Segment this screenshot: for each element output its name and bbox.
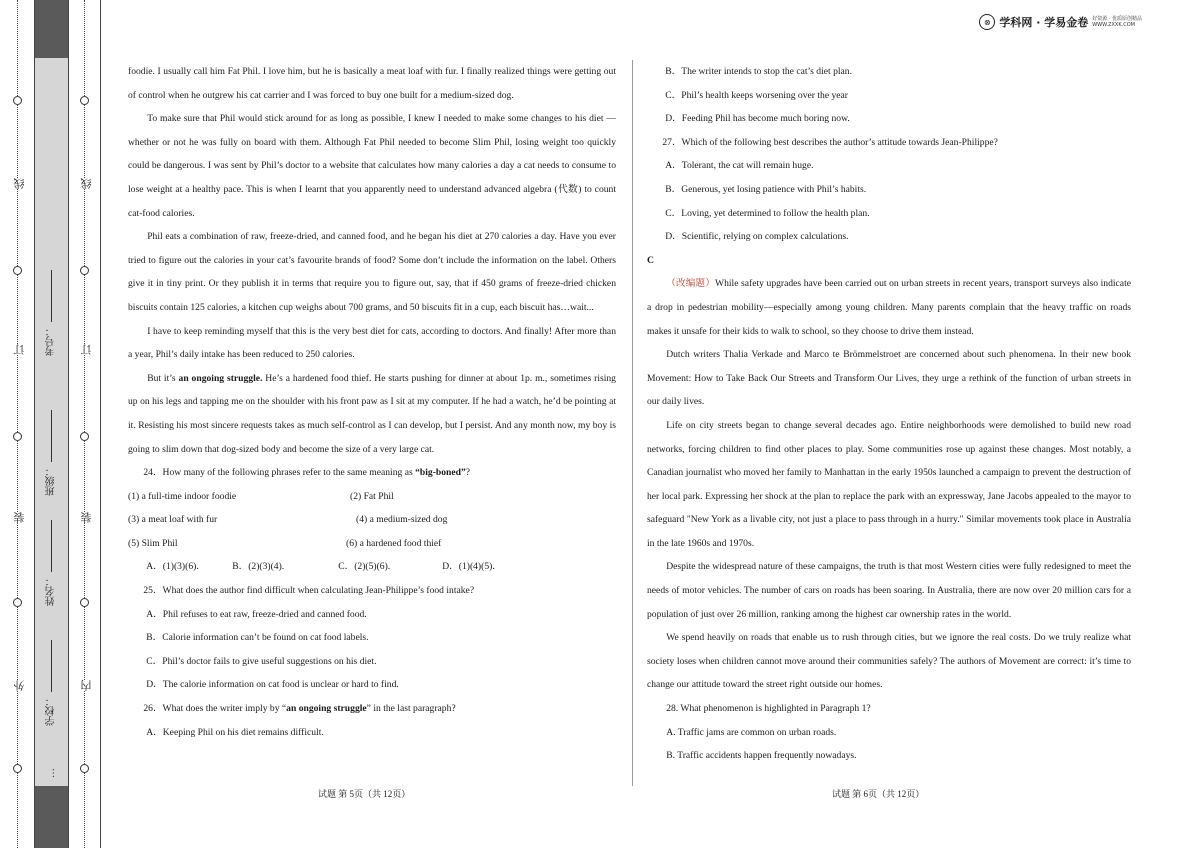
strip-edge (68, 0, 69, 848)
hole-marker (13, 764, 22, 773)
q26-option-b[interactable]: B．The writer intends to stop the cat’s diet plan. (665, 66, 853, 77)
q24-item: (6) a hardened food thief (346, 537, 442, 549)
page-6-column (647, 60, 1131, 768)
question-24 (128, 461, 616, 485)
q28-option-b[interactable]: B. Traffic accidents happen frequently nowadays. (666, 750, 857, 762)
q24-item: (1) a full-time indoor foodie (128, 490, 237, 502)
passage-paragraph (128, 367, 616, 461)
school-label: 学校： (46, 696, 57, 726)
q24-item: (2) Fat Phil (350, 490, 394, 502)
q26-option-a[interactable]: A．Keeping Phil on his diet remains difficult. (146, 726, 324, 738)
inner-label-zhuang: 装 (81, 512, 93, 523)
q24-option-b[interactable]: B．(2)(3)(4). (232, 561, 285, 573)
passage-paragraph: Despite the widespread nature of these campaigns, the truth is that most Western cities were fully redesigned to meet the needs of motor vehicles. The number of cars on roads has been soaring. In Australia, there are now over 20 million cars for a population of just over 26 million, ranking among the highest car ownership rates in the world. (647, 561, 1131, 620)
field-underline (52, 270, 53, 322)
bold-phrase: “big-boned” (415, 467, 466, 479)
passage-paragraph: Life on city streets began to change several decades ago. Entire neighborhoods were demolished to build new road networks, forcing children to find other places to play. Some communities rose up against these changes. Most notably, a Canadian journalist who moved her family to Manhattan in the early 1950s launched a campaign to prevent the destruction of her local park. Expressing her shock at the plan to replace the park with an expressway, Jane Jacobs appealed to the mayor to safeguard "New York as a livable city, not just a place to pass through in a hurry." Similar movements took place in Australia in the late 1960s and 1970s. (647, 419, 1131, 549)
hole-marker (80, 96, 89, 105)
hole-marker (80, 764, 89, 773)
q24-option-a[interactable]: A．(1)(3)(6). (146, 561, 199, 573)
strip-edge (34, 0, 35, 848)
question-text: 24．How many of the following phrases refer to the same meaning as (143, 467, 416, 479)
q27-option-a[interactable]: A．Tolerant, the cat will remain huge. (665, 160, 814, 172)
passage-paragraph: We spend heavily on roads that enable us to rush through cities, but we ignore the real costs. Do we truly realize what society loses when children cannot move around their communities safely? The authors of Movement are correct: it’s time to change our attitude toward the street right outside our homes. (647, 632, 1131, 691)
outer-label-xian: 线 (14, 178, 26, 189)
column-divider (632, 60, 633, 786)
outer-label-zhuang: 装 (14, 512, 26, 523)
page-6-footer: 试题 第 6页（共 12页） (832, 789, 925, 799)
page-5-footer: 试题 第 5页（共 12页） (318, 789, 411, 799)
q25-option-a[interactable]: A．Phil refuses to eat raw, freeze-dried and canned food. (146, 608, 367, 620)
bold-phrase: an ongoing struggle. (178, 372, 263, 384)
q26-option-d[interactable]: D．Feeding Phil has become much boring now. (665, 113, 850, 125)
q24-option-d[interactable]: D．(1)(4)(5). (442, 561, 495, 573)
question-26 (128, 697, 616, 721)
question-28: 28. What phenomenon is highlighted in Paragraph 1? (666, 703, 871, 715)
passage-paragraph: foodie. I usually call him Fat Phil. I love him, but he is basically a meat loaf with fur. I finally realized things were getting out of control when he outgrew his cat carrier and I was forced to buy one built for a medium-sized dog. (128, 66, 616, 101)
inner-cut-line (84, 0, 85, 848)
inner-label-xian: 线 (81, 178, 93, 189)
outer-cut-line (17, 0, 18, 848)
q24-items-row (128, 485, 616, 509)
q27-option-b[interactable]: B．Generous, yet losing patience with Phil’s habits. (665, 183, 867, 195)
question-27: 27．Which of the following best describes the author’s attitude towards Jean-Philippe? (662, 136, 998, 148)
exam-number-field[interactable] (44, 270, 59, 356)
name-field[interactable] (44, 520, 59, 606)
hole-marker (80, 598, 89, 607)
section-heading-c: C (647, 254, 654, 266)
name-label: 姓名： (46, 576, 57, 606)
text-run: He’s a hardened food thief. He starts pushing for dinner at about 1p. m., sometimes rising up on his legs and tapping me on the shoulder with his front paw as I sit at my computer. If he had a watch, he’d be pointing at it. Resisting his most sincere requests takes as much self-control as I can develop, but I persist. And any month now, my boy is going to slim down that dog-sized body and become the size of a very large cat. (128, 372, 616, 455)
hole-marker (13, 598, 22, 607)
question-text: 26．What does the writer imply by “ (143, 703, 287, 715)
binding-dots: … (46, 768, 57, 778)
q25-option-c[interactable]: C．Phil’s doctor fails to give useful suggestions on his diet. (146, 655, 377, 667)
bold-phrase: an ongoing struggle (286, 703, 367, 715)
page-5-column (128, 60, 616, 744)
q27-option-d[interactable]: D．Scientific, relying on complex calculations. (665, 231, 849, 243)
q24-options (128, 555, 616, 579)
text-run: But it’s (147, 372, 179, 384)
q24-option-c[interactable]: C．(2)(5)(6). (338, 561, 391, 573)
adapted-tag: （改编题） (666, 278, 716, 290)
class-label: 班级： (46, 466, 57, 496)
q24-item: (3) a meat loaf with fur (128, 514, 218, 526)
logo-name: 学科网 · 学易金卷 (999, 16, 1089, 29)
exam-number-label: 考号： (46, 326, 57, 356)
passage-paragraph: Dutch writers Thalia Verkade and Marco te Brömmelstroet are concerned about such phenomena. In their new book Movement: How to Take Back Our Streets and Transform Our Lives, they urge a rethink of the function of urban streets in our daily lives. (647, 349, 1131, 408)
q27-option-c[interactable]: C．Loving, yet determined to follow the health plan. (665, 207, 870, 219)
logo-icon: ⊗ (979, 14, 995, 30)
logo-url: WWW.ZXXK.COM (1092, 22, 1135, 28)
inner-label-ding: 订 (81, 344, 93, 355)
passage-paragraph: Phil eats a combination of raw, freeze-dried, and canned food, and he began his diet at 270 calories a day. Have you ever tried to figure out the calories in your cat’s favourite brands of food? Some don’t include the information on the label. Others give it in tiny print. Or they publish it in terms that require you to figure out, say, that if 450 grams of freeze-dried chicken biscuits contain 125 calories, a kitchen cup weighs about 700 grams, and 50 biscuits fit in a cup, each biscuit has…wait... (128, 231, 616, 313)
school-field[interactable] (44, 640, 59, 726)
q24-items-row (128, 508, 616, 532)
q28-option-a[interactable]: A. Traffic jams are common on urban roads. (666, 726, 837, 738)
binding-strip-top (34, 0, 68, 58)
q25-option-b[interactable]: B．Calorie information can’t be found on cat food labels. (146, 632, 369, 644)
outer-label-wai: 外 (14, 680, 26, 691)
class-field[interactable] (44, 410, 59, 496)
question-text: ? (465, 467, 471, 479)
binding-strip-bottom (34, 786, 68, 848)
q25-option-d[interactable]: D．The calorie information on cat food is unclear or hard to find. (146, 679, 399, 691)
field-underline (52, 410, 53, 462)
q24-item: (4) a medium-sized dog (356, 514, 448, 526)
outer-label-ding: 订 (14, 344, 26, 355)
passage-paragraph (647, 272, 1131, 343)
passage-paragraph: To make sure that Phil would stick around for as long as possible, I knew I needed to make some changes to his diet — whether or not he was fully on board with them. Although Fat Phil needed to become Slim Phil, losing weight too quickly could be dangerous. I was sent by Phil’s doctor to a website that calculates how many calories a day a cat needs to consume to lose weight at a healthy pace. This is when I learnt that you apparently need to understand advanced algebra (代数) to count cat-food calories. (128, 113, 616, 219)
field-underline (52, 520, 53, 572)
question-25: 25．What does the author find difficult when calculating Jean-Philippe’s food intake? (143, 585, 475, 597)
hole-marker (13, 432, 22, 441)
question-text: ” in the last paragraph? (366, 703, 456, 715)
q24-items-row (128, 532, 616, 556)
margin-edge (100, 0, 101, 848)
hole-marker (80, 432, 89, 441)
logo-slogan: 好资源 · 优质原创精品 (1092, 16, 1142, 22)
field-underline (52, 640, 53, 692)
inner-label-nei: 内 (81, 680, 93, 691)
q26-option-c[interactable]: C．Phil’s health keeps worsening over the year (665, 89, 849, 101)
hole-marker (13, 96, 22, 105)
q24-item: (5) Slim Phil (128, 537, 178, 549)
hole-marker (13, 266, 22, 275)
binding-margin (0, 0, 100, 848)
text-run: While safety upgrades have been carried out on urban streets in recent years, transport surveys also indicate a drop in pedestrian mobility—especially among young children. Many parents complain that the heavy traffic on roads makes it unsafe for their kids to walk to school, so they choose to drive them instead. (647, 278, 1131, 337)
publisher-logo (979, 14, 1142, 30)
hole-marker (80, 266, 89, 275)
passage-paragraph: I have to keep reminding myself that this is the very best diet for cats, according to doctors. And finally! After more than a year, Phil’s daily intake has been reduced to 250 calories. (128, 325, 616, 361)
